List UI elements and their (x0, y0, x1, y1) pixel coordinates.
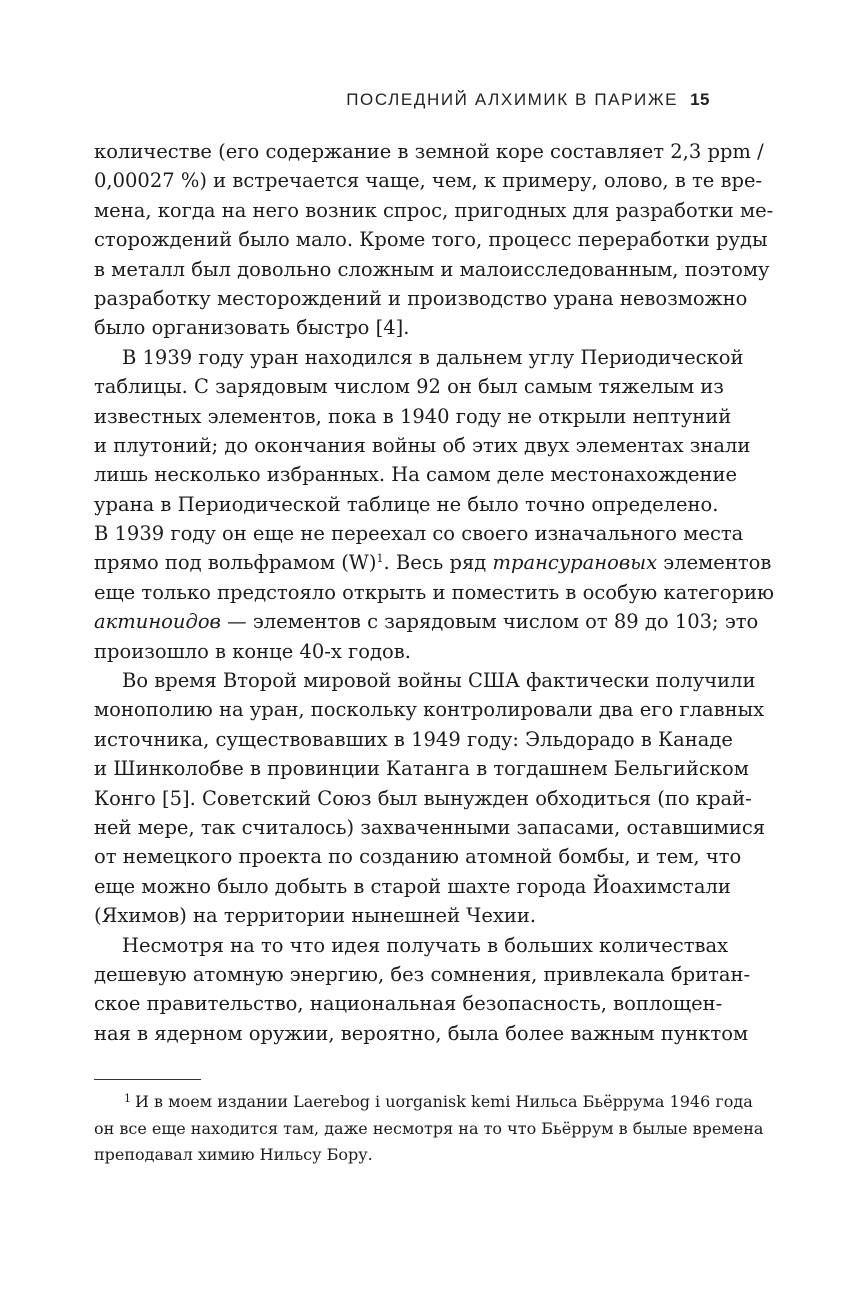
footnote-number: 1 (124, 1092, 131, 1105)
text-line: известных элементов, пока в 1940 году не открыли нептуний (94, 404, 732, 428)
text-line (94, 548, 772, 577)
running-title: ПОСЛЕДНИЙ АЛХИМИК В ПАРИЖЕ (346, 90, 679, 109)
text-line: ная в ядерном оружии, вероятно, была более важным пунктом (94, 1021, 749, 1045)
page-number: 15 (690, 90, 710, 109)
text-line: лишь несколько избранных. На самом деле местонахождение (94, 463, 738, 487)
text-run: прямо под вольфрамом (W) (94, 551, 377, 575)
italic-term: актиноидов (94, 610, 221, 634)
text-line (94, 607, 759, 636)
text-line: В 1939 году он еще не переехал со своего изначального места (94, 522, 744, 546)
text-run: И в моем издании Laerebog i uorganisk kemi Нильса Бьёррума 1946 года (135, 1092, 753, 1111)
text-line: источника, существовавших в 1949 году: Эльдорадо в Канаде (94, 727, 733, 751)
footnote-line (94, 1089, 753, 1116)
footnote (94, 1089, 764, 1169)
running-header (346, 90, 710, 110)
text-line: от немецкого проекта по созданию атомной бомбы, и тем, что (94, 845, 742, 869)
text-line: и плутоний; до окончания войны об этих двух элементах знали (94, 433, 751, 457)
text-line: было организовать быстро [4]. (94, 316, 410, 340)
text-line: (Яхимов) на территории нынешней Чехии. (94, 904, 537, 928)
text-line: произошло в конце 40-х годов. (94, 639, 411, 663)
text-line: 0,00027 %) и встречается чаще, чем, к примеру, олово, в те вре- (94, 169, 763, 193)
text-line: ское правительство, национальная безопасность, воплощен- (94, 992, 723, 1016)
text-line: дешевую атомную энергию, без сомнения, привлекала британ- (94, 962, 751, 986)
footnote-divider (94, 1079, 201, 1080)
text-line: разработку месторождений и производство урана невозможно (94, 286, 748, 310)
text-line: Во время Второй мировой войны США фактически получили (122, 669, 756, 693)
text-line: Несмотря на то что идея получать в больших количествах (122, 933, 729, 957)
italic-term: трансурановых (492, 551, 658, 575)
text-line: еще только предстояло открыть и поместить в особую категорию (94, 580, 774, 604)
text-run: . Весь ряд (383, 551, 493, 575)
footnote-ref: 1 (376, 552, 384, 566)
body-text (94, 137, 774, 1048)
text-run: элементов (657, 551, 772, 575)
text-line: и Шинколобве в провинции Катанга в тогдашнем Бельгийском (94, 757, 749, 781)
text-line: сторождений было мало. Кроме того, процесс переработки руды (94, 228, 768, 252)
text-line: Конго [5]. Советский Союз был вынужден обходиться (по край- (94, 786, 752, 810)
text-line: в металл был довольно сложным и малоисследованным, поэтому (94, 257, 770, 281)
text-line: монополию на уран, поскольку контролировали два его главных (94, 698, 765, 722)
text-line: таблицы. С зарядовым числом 92 он был самым тяжелым из (94, 375, 724, 399)
text-line: урана в Периодической таблице не было точно определено. (94, 492, 719, 516)
text-line: В 1939 году уран находился в дальнем углу Периодической (122, 345, 744, 369)
footnote-line: преподавал химию Нильсу Бору. (94, 1145, 373, 1164)
text-line: мена, когда на него возник спрос, пригодных для разработки ме- (94, 198, 774, 222)
text-line: ней мере, так считалось) захваченными запасами, оставшимися (94, 815, 766, 839)
text-line: количестве (его содержание в земной коре составляет 2,3 ppm / (94, 140, 764, 163)
text-line: еще можно было добыть в старой шахте города Йоахимстали (94, 874, 731, 898)
text-run: — элементов с зарядовым числом от 89 до 103; это (220, 610, 759, 634)
footnote-line: он все еще находится там, даже несмотря на то что Бьёррум в былые времена (94, 1118, 764, 1138)
